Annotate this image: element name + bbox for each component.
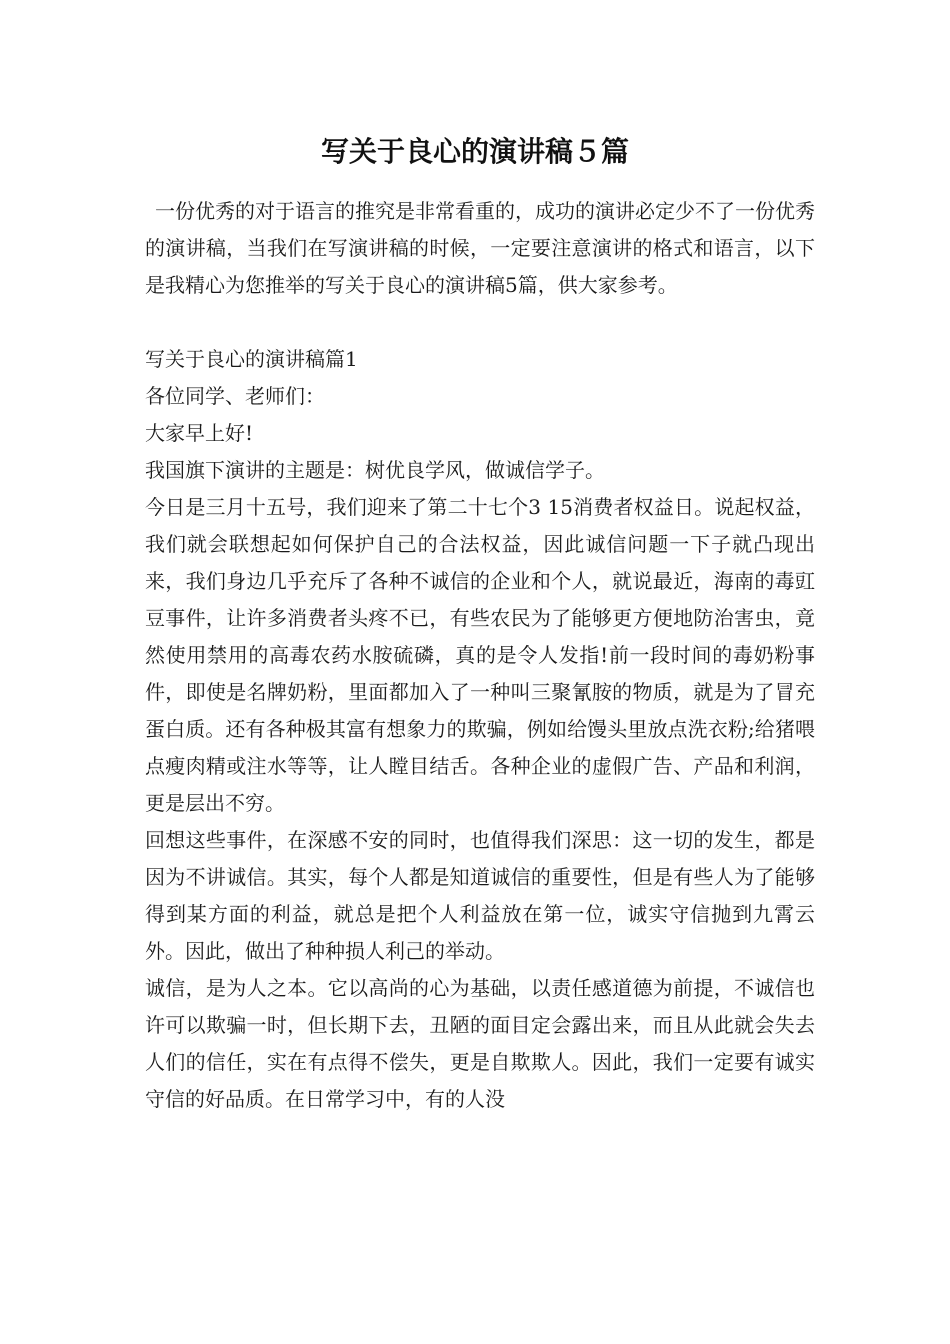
body-paragraph: 我国旗下演讲的主题是：树优良学风，做诚信学子。 bbox=[145, 458, 605, 482]
document-body bbox=[145, 193, 815, 1118]
body-paragraph: 今日是三月十五号，我们迎来了第二十七个3 15消费者权益日。说起权益，我们就会联想起如何保护自己的合法权益，因此诚信问题一下子就凸现出来，我们身边几乎充斥了各种不诚信的企业和个人，就说最近，海南的毒豇豆事件，让许多消费者头疼不已，有些农民为了能够更方便地防治害虫，竟然使用禁用的高毒农药水胺硫磷，真的是令人发指!前一段时间的毒奶粉事件，即使是名牌奶粉，里面都加入了一种叫三聚氰胺的物质，就是为了冒充蛋白质。还有各种极其富有想象力的欺骗，例如给馒头里放点洗衣粉;给猪喂点瘦肉精或注水等等，让人瞠目结舌。各种企业的虚假广告、产品和利润，更是层出不穷。 bbox=[145, 495, 815, 815]
section-heading: 写关于良心的演讲稿篇1 bbox=[145, 347, 358, 371]
paragraph-spacer bbox=[145, 304, 815, 341]
document-title: 写关于良心的演讲稿５篇 bbox=[320, 135, 629, 168]
body-paragraph: 回想这些事件，在深感不安的同时，也值得我们深思：这一切的发生，都是因为不讲诚信。其实，每个人都是知道诚信的重要性，但是有些人为了能够得到某方面的利益，就总是把个人利益放在第一位，诚实守信抛到九霄云外。因此，做出了种种损人利己的举动。 bbox=[145, 828, 815, 963]
body-paragraph: 大家早上好! bbox=[145, 421, 254, 445]
body-paragraph: 各位同学、老师们： bbox=[145, 384, 325, 408]
intro-paragraph: 一份优秀的对于语言的推究是非常看重的，成功的演讲必定少不了一份优秀的演讲稿，当我们在写演讲稿的时候，一定要注意演讲的格式和语言，以下是我精心为您推举的写关于良心的演讲稿5篇，供大家参考。 bbox=[145, 199, 815, 297]
body-paragraph: 诚信，是为人之本。它以高尚的心为基础，以责任感道德为前提，不诚信也许可以欺骗一时，但长期下去，丑陋的面目定会露出来，而且从此就会失去人们的信任，实在有点得不偿失，更是自欺欺人。因此，我们一定要有诚实守信的好品质。在日常学习中，有的人没 bbox=[145, 976, 815, 1111]
